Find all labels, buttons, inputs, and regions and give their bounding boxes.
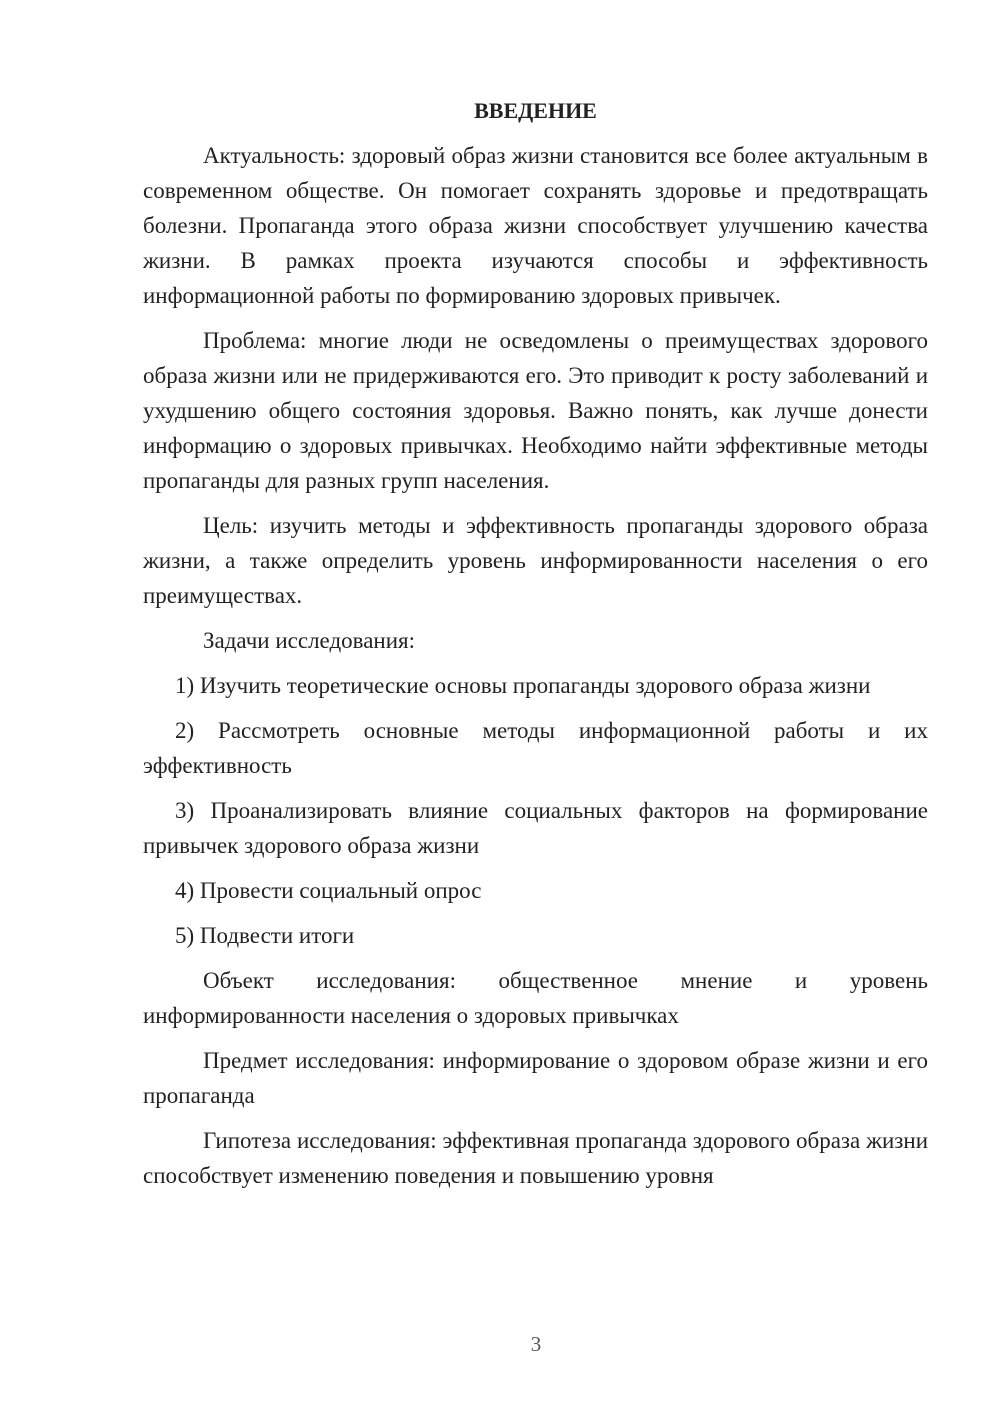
page-number: 3 (530, 1332, 542, 1356)
hypothesis-paragraph: Гипотеза исследования: эффективная пропаганда здорового образа жизни способствует изменению поведения и повышению уровня (143, 1128, 928, 1188)
task-item: 3) Проанализировать влияние социальных факторов на формирование привычек здорового образа жизни (143, 798, 928, 858)
tasks-heading: Задачи исследования: (203, 628, 416, 653)
document-title: ВВЕДЕНИЕ (474, 98, 597, 123)
task-item: 2) Рассмотреть основные методы информационной работы и их эффективность (143, 718, 928, 778)
problem-paragraph: Проблема: многие люди не осведомлены о преимуществах здорового образа жизни или не придерживаются его. Это приводит к росту заболеваний и ухудшению общего состояния здоровья. Важно понять, как лучше донести информацию о здоровых привычках. Необходимо найти эффективные методы пропаганды для разных групп населения. (143, 328, 928, 493)
task-item: 4) Провести социальный опрос (175, 878, 482, 903)
object-paragraph: Объект исследования: общественное мнение и уровень информированности населения о здоровых привычках (143, 968, 928, 1028)
document-page (143, 96, 928, 1203)
task-item: 5) Подвести итоги (175, 923, 355, 948)
relevance-paragraph: Актуальность: здоровый образ жизни становится все более актуальным в современном обществе. Он помогает сохранять здоровье и предотвращать болезни. Пропаганда этого образа жизни способствует улучшению качества жизни. В рамках проекта изучаются способы и эффективность информационной работы по формированию здоровых привычек. (143, 143, 928, 308)
goal-paragraph: Цель: изучить методы и эффективность пропаганды здорового образа жизни, а также определить уровень информированности населения о его преимуществах. (143, 513, 928, 608)
subject-paragraph: Предмет исследования: информирование о здоровом образе жизни и его пропаганда (143, 1048, 928, 1108)
tasks-list (143, 668, 928, 953)
task-item: 1) Изучить теоретические основы пропаганды здорового образа жизни (175, 673, 871, 698)
